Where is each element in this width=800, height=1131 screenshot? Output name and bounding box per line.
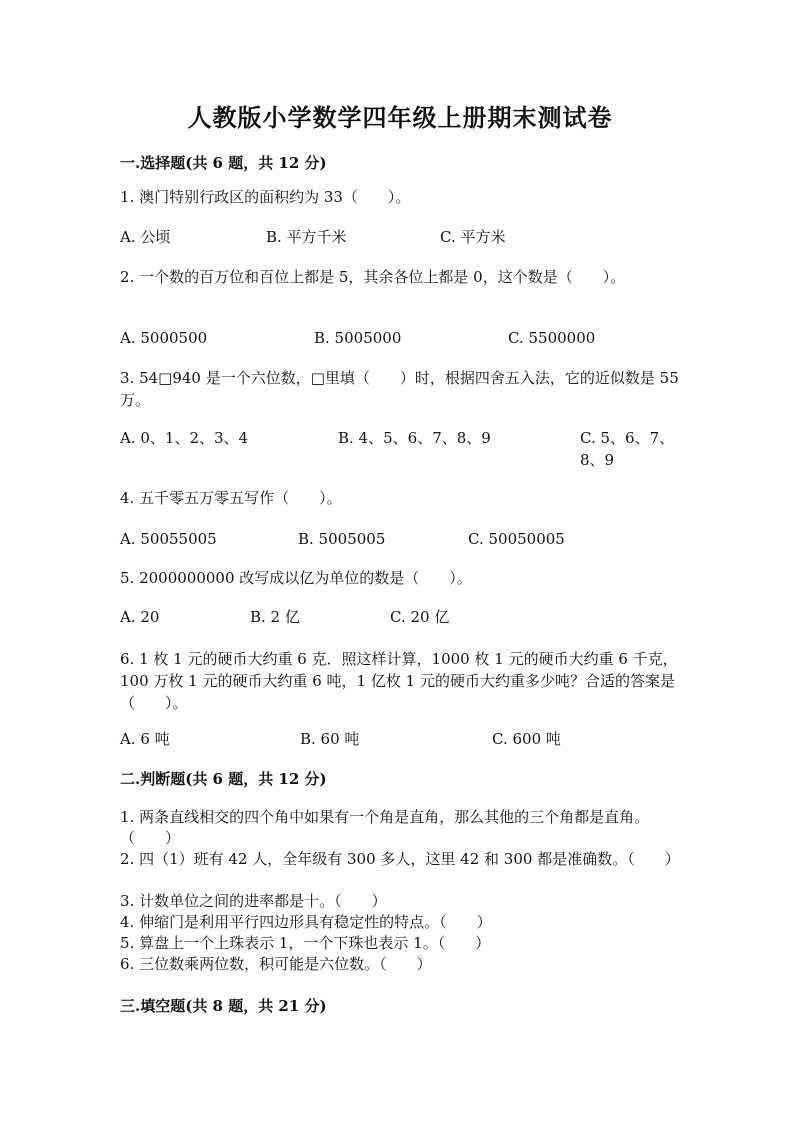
q3-option-c: C. 5、6、7、8、9 [580, 429, 675, 469]
judge-item-5: 5. 算盘上一个上珠表示 1，一个下珠也表示 1。（ ） [120, 934, 491, 952]
q4-option-b: B. 5005005 [298, 530, 386, 548]
page-title: 人教版小学数学四年级上册期末测试卷 [187, 103, 613, 132]
q6-option-a: A. 6 吨 [120, 730, 170, 748]
judge-item-6: 6. 三位数乘两位数，积可能是六位数。（ ） [120, 955, 432, 973]
q2-option-b: B. 5005000 [314, 329, 402, 347]
section-choice-heading: 一.选择题(共 6 题，共 12 分) [120, 154, 327, 172]
judge-item-3: 3. 计数单位之间的进率都是十。（ ） [120, 892, 387, 910]
q5-option-c: C. 20 亿 [390, 608, 450, 626]
q1-option-a: A. 公顷 [120, 228, 171, 246]
question-1: 1. 澳门特别行政区的面积约为 33（ ）。 [120, 188, 411, 206]
q6-option-c: C. 600 吨 [492, 730, 561, 748]
q3-option-a: A. 0、1、2、3、4 [120, 429, 249, 447]
q4-option-a: A. 50055005 [120, 530, 217, 548]
question-3: 3. 54□940 是一个六位数，□里填（ ）时，根据四舍五入法，它的近似数是 55 万。 [120, 369, 679, 409]
section-fill-heading: 三.填空题(共 8 题，共 21 分) [120, 997, 327, 1015]
q1-option-c: C. 平方米 [440, 228, 506, 246]
judge-item-2: 2. 四（1）班有 42 人，全年级有 300 多人，这里 42 和 300 都是准确数。（ ） [120, 850, 680, 868]
q5-option-b: B. 2 亿 [250, 608, 300, 626]
judge-item-4: 4. 伸缩门是利用平行四边形具有稳定性的特点。（ ） [120, 913, 492, 931]
question-6: 6. 1 枚 1 元的硬币大约重 6 克．照这样计算，1000 枚 1 元的硬币大约重 6 千克，100 万枚 1 元的硬币大约重 6 吨，1 亿枚 1 元的硬币大约重多少吨？合适的答案是（ ）。 [120, 650, 678, 712]
q6-option-b: B. 60 吨 [300, 730, 360, 748]
q3-option-b: B. 4、5、6、7、8、9 [338, 429, 491, 447]
judge-item-1: 1. 两条直线相交的四个角中如果有一个角是直角，那么其他的三个角都是直角。（ ） [120, 808, 650, 847]
q2-option-c: C. 5500000 [508, 329, 596, 347]
q5-option-a: A. 20 [120, 608, 160, 626]
section-judge-heading: 二.判断题(共 6 题，共 12 分) [120, 770, 327, 788]
q1-option-b: B. 平方千米 [266, 228, 347, 246]
q4-option-c: C. 50050005 [468, 530, 565, 548]
question-5: 5. 2000000000 改写成以亿为单位的数是（ ）。 [120, 569, 472, 587]
question-4: 4. 五千零五万零五写作（ ）。 [120, 489, 342, 507]
q2-option-a: A. 5000500 [120, 329, 208, 347]
question-2: 2. 一个数的百万位和百位上都是 5，其余各位上都是 0，这个数是（ ）。 [120, 268, 626, 286]
